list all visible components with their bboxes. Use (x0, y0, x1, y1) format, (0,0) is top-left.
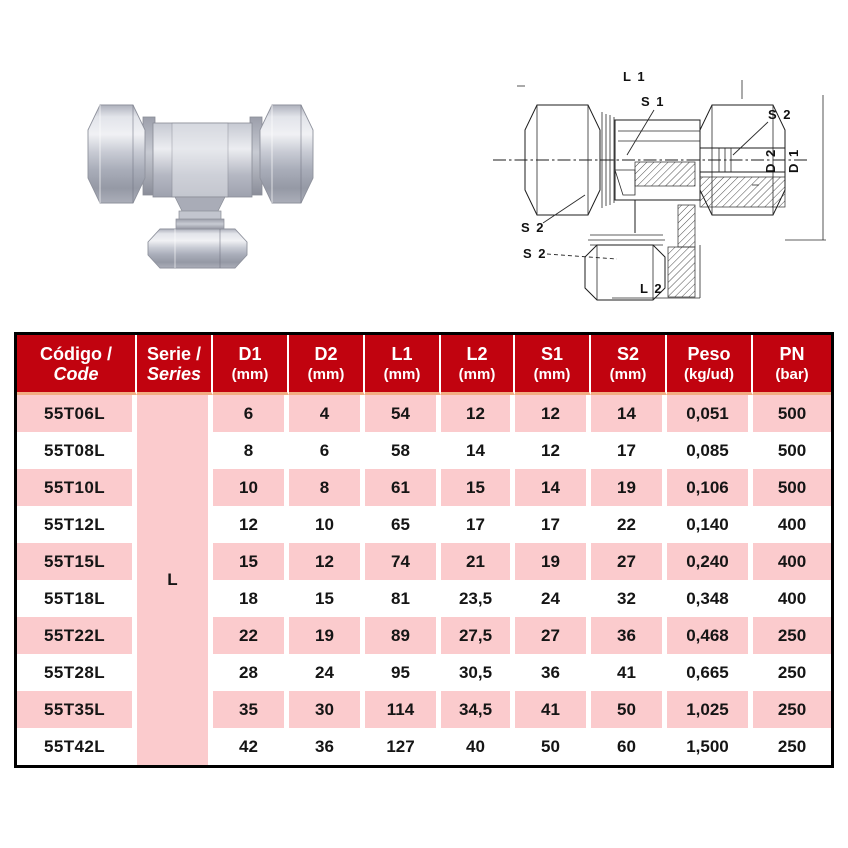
column-header-d2 (289, 335, 365, 395)
header-line2: (bar) (775, 366, 809, 383)
d1-cell: 35 (213, 691, 289, 728)
technical-drawing (485, 55, 845, 315)
pn-cell: 400 (753, 506, 831, 543)
l1-cell: 114 (365, 691, 441, 728)
d1-cell: 42 (213, 728, 289, 765)
l1-cell: 89 (365, 617, 441, 654)
l1-cell: 61 (365, 469, 441, 506)
s1-cell: 41 (515, 691, 591, 728)
pn-cell: 250 (753, 654, 831, 691)
l2-cell: 30,5 (441, 654, 515, 691)
pn-cell: 400 (753, 543, 831, 580)
s1-cell: 27 (515, 617, 591, 654)
left-nut-outline (88, 105, 145, 203)
l2-cell: 14 (441, 432, 515, 469)
column-header-pn (753, 335, 831, 395)
d2-cell: 6 (289, 432, 365, 469)
pn-cell: 400 (753, 580, 831, 617)
s2-cell: 19 (591, 469, 667, 506)
column-header-d1 (213, 335, 289, 395)
series-cell: L (137, 395, 213, 765)
peso-cell: 0,051 (667, 395, 753, 432)
pn-cell: 250 (753, 617, 831, 654)
code-cell: 55T35L (17, 691, 137, 728)
table-body (17, 395, 831, 765)
peso-cell: 0,106 (667, 469, 753, 506)
l2-cell: 15 (441, 469, 515, 506)
fitting-body-center (172, 123, 228, 197)
d1-cell: 6 (213, 395, 289, 432)
header-line1: S2 (616, 344, 640, 364)
pn-cell: 500 (753, 395, 831, 432)
l1-cell: 81 (365, 580, 441, 617)
header-line2: Series (146, 364, 202, 384)
s1-cell: 36 (515, 654, 591, 691)
hatch-branch (678, 205, 695, 247)
l2-cell: 27,5 (441, 617, 515, 654)
d2-cell: 24 (289, 654, 365, 691)
peso-cell: 0,665 (667, 654, 753, 691)
l2-cell: 40 (441, 728, 515, 765)
dimensions-table-wrap (14, 332, 834, 768)
s2-cell: 32 (591, 580, 667, 617)
dim-label-s2-bottom: S 2 (523, 246, 548, 261)
dim-label-d1: D 1 (786, 148, 801, 173)
s1-cell: 19 (515, 543, 591, 580)
code-cell: 55T42L (17, 728, 137, 765)
s1-cell: 12 (515, 432, 591, 469)
code-cell: 55T22L (17, 617, 137, 654)
branch-collar (176, 219, 224, 230)
d1-cell: 28 (213, 654, 289, 691)
s2-cell: 22 (591, 506, 667, 543)
column-header-peso (667, 335, 753, 395)
d1-cell: 10 (213, 469, 289, 506)
l1-cell: 74 (365, 543, 441, 580)
right-nut (260, 105, 313, 203)
l1-cell: 58 (365, 432, 441, 469)
header-line2: (mm) (458, 366, 496, 383)
d2-cell: 12 (289, 543, 365, 580)
l1-cell: 127 (365, 728, 441, 765)
tee-fitting-render-image (75, 85, 345, 295)
s2-cell: 41 (591, 654, 667, 691)
d1-cell: 8 (213, 432, 289, 469)
header-line1: D2 (314, 344, 338, 364)
pn-cell: 250 (753, 691, 831, 728)
s2-cell: 36 (591, 617, 667, 654)
d1-cell: 12 (213, 506, 289, 543)
s1-cell: 14 (515, 469, 591, 506)
column-header-s2 (591, 335, 667, 395)
code-cell: 55T08L (17, 432, 137, 469)
code-cell: 55T10L (17, 469, 137, 506)
header-line1: Serie / (146, 344, 202, 364)
peso-cell: 0,348 (667, 580, 753, 617)
s2-cell: 17 (591, 432, 667, 469)
tee-fitting-section-drawing (485, 55, 845, 315)
code-cell: 55T18L (17, 580, 137, 617)
dimensions-table (17, 335, 831, 765)
d2-cell: 10 (289, 506, 365, 543)
header-line2: (mm) (231, 366, 269, 383)
code-cell: 55T28L (17, 654, 137, 691)
header-line2: (mm) (383, 366, 421, 383)
header-line1: Código / (40, 344, 112, 364)
s2-cell: 14 (591, 395, 667, 432)
column-header-codigo (17, 335, 137, 395)
peso-cell: 0,240 (667, 543, 753, 580)
peso-cell: 1,025 (667, 691, 753, 728)
pn-cell: 500 (753, 432, 831, 469)
l2-cell: 34,5 (441, 691, 515, 728)
peso-cell: 0,085 (667, 432, 753, 469)
header-line2: (mm) (609, 366, 647, 383)
dim-label-d2: D 2 (763, 148, 778, 173)
d1-cell: 18 (213, 580, 289, 617)
dim-label-s1: S 1 (641, 94, 666, 109)
header-line1: S1 (540, 344, 564, 364)
pn-cell: 500 (753, 469, 831, 506)
bottom-nut (148, 229, 247, 268)
header-line1: L1 (391, 344, 413, 364)
s1-cell: 12 (515, 395, 591, 432)
column-header-s1 (515, 335, 591, 395)
header-line1: L2 (466, 344, 488, 364)
s1-cell: 17 (515, 506, 591, 543)
product-photo (75, 85, 345, 295)
s2-cell: 60 (591, 728, 667, 765)
dim-label-s2-right: S 2 (768, 107, 793, 122)
column-header-l1 (365, 335, 441, 395)
d2-cell: 19 (289, 617, 365, 654)
s2-cell: 27 (591, 543, 667, 580)
code-cell: 55T12L (17, 506, 137, 543)
header-line2: Code (53, 364, 99, 384)
l1-cell: 95 (365, 654, 441, 691)
column-header-l2 (441, 335, 515, 395)
column-header-serie (137, 335, 213, 395)
dim-label-l1: L 1 (623, 69, 647, 84)
l2-cell: 21 (441, 543, 515, 580)
code-cell: 55T15L (17, 543, 137, 580)
l2-cell: 12 (441, 395, 515, 432)
hatch-elbow (635, 162, 695, 186)
s2-cell: 50 (591, 691, 667, 728)
l2-cell: 23,5 (441, 580, 515, 617)
table-row (17, 395, 831, 432)
dim-label-s2-left: S 2 (521, 220, 546, 235)
l1-cell: 54 (365, 395, 441, 432)
hatch-right-nut (700, 177, 785, 207)
branch-shoulder (175, 197, 225, 213)
header-line1: D1 (238, 344, 262, 364)
hatch-bottom (668, 247, 695, 297)
dim-label-l2: L 2 (640, 281, 664, 296)
header-line2: (kg/ud) (684, 366, 734, 383)
d2-cell: 15 (289, 580, 365, 617)
l1-cell: 65 (365, 506, 441, 543)
s1-cell: 24 (515, 580, 591, 617)
header-line2: (mm) (533, 366, 571, 383)
peso-cell: 0,140 (667, 506, 753, 543)
peso-cell: 0,468 (667, 617, 753, 654)
peso-cell: 1,500 (667, 728, 753, 765)
d1-cell: 15 (213, 543, 289, 580)
code-cell: 55T06L (17, 395, 137, 432)
header-line1: PN (779, 344, 805, 364)
d2-cell: 4 (289, 395, 365, 432)
s1-cell: 50 (515, 728, 591, 765)
header-row (17, 335, 831, 395)
d2-cell: 36 (289, 728, 365, 765)
pn-cell: 250 (753, 728, 831, 765)
d2-cell: 8 (289, 469, 365, 506)
d2-cell: 30 (289, 691, 365, 728)
l2-cell: 17 (441, 506, 515, 543)
d1-cell: 22 (213, 617, 289, 654)
header-line1: Peso (687, 344, 731, 364)
header-line2: (mm) (307, 366, 345, 383)
